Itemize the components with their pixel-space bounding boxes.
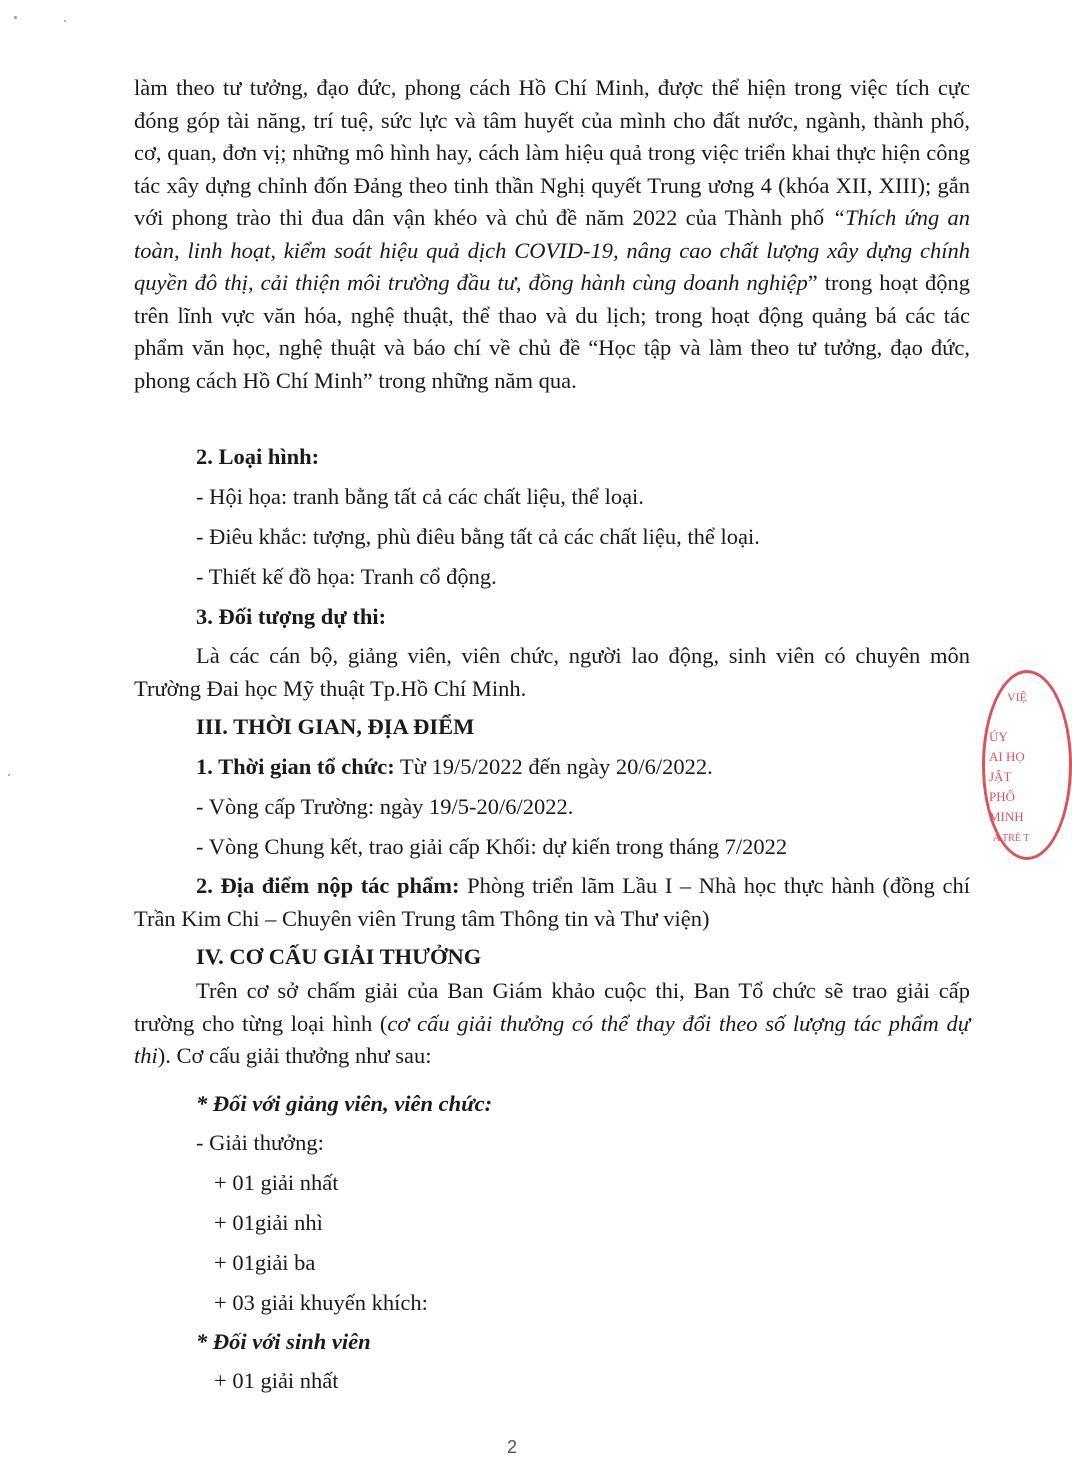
section-3-heading: 3. Đối tượng dự thi:: [196, 604, 387, 629]
place-label: 2. Địa điểm nộp tác phẩm:: [196, 873, 460, 898]
intro-text-end: ” trong hoạt động trên lĩnh vực văn hóa, nghệ thuật, thể thao và du lịch; trong hoạt động quảng bá các tác phẩm văn học, nghệ thuật và báo chí về chủ đề “Học tập và làm theo tư tưởng, đạo đức, phong cách Hồ Chí Minh” trong những năm qua.: [134, 270, 970, 393]
stamp-line: AI HỌ: [989, 749, 1025, 764]
category-item-sculpture: - Điêu khắc: tượng, phù điêu bằng tất cả các chất liệu, thể loại.: [196, 524, 760, 549]
time-value: Từ 19/5/2022 đến ngày 20/6/2022.: [394, 754, 713, 779]
page-number: 2: [506, 1437, 517, 1457]
stamp-line: JẬT: [989, 769, 1012, 784]
scan-speck: [8, 774, 10, 776]
stamp-bottom-text: A TRẺ T: [993, 833, 1030, 844]
time-line: [196, 751, 713, 783]
section-2-heading: 2. Loại hình:: [196, 444, 320, 469]
scan-speck: [14, 16, 17, 19]
scan-speck: [64, 20, 66, 22]
red-seal-stamp: [982, 670, 1072, 860]
staff-award-third: + 01giải ba: [214, 1250, 316, 1275]
student-heading: * Đối với sinh viên: [196, 1329, 371, 1354]
submission-place-paragraph: [134, 870, 970, 935]
awards-note: cơ cấu giải thưởng có thể thay đổi theo số lượng tác phẩm dự thi: [134, 1010, 970, 1068]
intro-text: làm theo tư tưởng, đạo đức, phong cách Hồ Chí Minh, được thể hiện trong việc tích cực đóng góp tài năng, trí tuệ, sức lực và tâm huyết của mình cho đất nước, ngành, thành phố, cơ, quan, đơn vị; những mô hình hay, cách làm hiệu quả trong việc triển khai thực hiện công tác xây dựng chỉnh đốn Đảng theo tinh thần Nghị quyết Trung ương 4 (khóa XII, XIII); gắn với phong trào thi đua dân vận khéo và chủ đề năm 2022 của Thành phố: [134, 75, 970, 230]
stamp-top-text: VIỆ: [1007, 690, 1027, 704]
stamp-line: ÚY: [989, 729, 1008, 744]
student-award-first: + 01 giải nhất: [214, 1368, 339, 1393]
section-III-heading: III. THỜI GIAN, ĐỊA ĐIỂM: [196, 714, 475, 739]
round-school: - Vòng cấp Trường: ngày 19/5-20/6/2022.: [196, 794, 574, 819]
stamp-line: MINH: [989, 809, 1024, 824]
theme-quote: “Thích ứng an toàn, linh hoạt, kiểm soát hiệu quả dịch COVID-19, nâng cao chất lượng xây dựng chính quyền đô thị, cải thiện môi trường đầu tư, đồng hành cùng doanh nghiệp: [134, 205, 970, 295]
staff-heading: * Đối với giảng viên, viên chức:: [196, 1091, 493, 1116]
round-final: - Vòng Chung kết, trao giải cấp Khối: dự kiến trong tháng 7/2022: [196, 834, 788, 859]
category-item-painting: - Hội họa: tranh bằng tất cả các chất liệu, thể loại.: [196, 484, 644, 509]
awards-intro-end: ). Cơ cấu giải thưởng như sau:: [157, 1043, 432, 1068]
awards-label: - Giải thưởng:: [196, 1130, 324, 1155]
staff-award-first: + 01 giải nhất: [214, 1170, 339, 1195]
awards-intro-paragraph: [134, 975, 970, 1073]
awards-intro-text: Trên cơ sở chấm giải của Ban Giám khảo cuộc thi, Ban Tổ chức sẽ trao giải cấp trường cho từng loại hình (: [134, 978, 970, 1036]
stamp-line: PHỐ: [989, 789, 1016, 804]
participants-paragraph: Là các cán bộ, giảng viên, viên chức, người lao động, sinh viên có chuyên môn Trường Đai học Mỹ thuật Tp.Hồ Chí Minh.: [134, 643, 970, 701]
time-label: 1. Thời gian tổ chức:: [196, 754, 395, 779]
section-IV-heading: IV. CƠ CẤU GIẢI THƯỞNG: [196, 944, 482, 969]
category-item-graphic-design: - Thiết kế đồ họa: Tranh cổ động.: [196, 564, 497, 589]
place-value: Phòng triển lãm Lầu I – Nhà học thực hành (đồng chí Trần Kim Chi – Chuyên viên Trung tâm Thông tin và Thư viện): [134, 873, 970, 931]
staff-award-second: + 01giải nhì: [214, 1210, 323, 1235]
staff-award-encouragement: + 03 giải khuyến khích:: [214, 1290, 428, 1315]
intro-paragraph: [134, 72, 970, 397]
